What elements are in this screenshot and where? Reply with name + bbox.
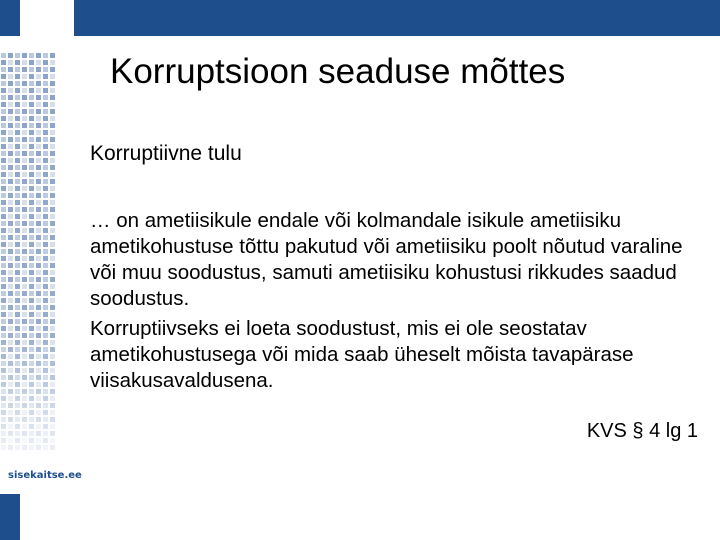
header-bar: [74, 0, 720, 36]
footer-bar: [0, 494, 20, 540]
slide-subtitle: Korruptiivne tulu: [90, 142, 242, 165]
logo: sisekaitse.ee: [8, 470, 82, 481]
slide-body: [90, 208, 710, 394]
slide-title: Korruptsioon seaduse mõttes: [110, 52, 566, 91]
legal-citation: KVS § 4 lg 1: [586, 420, 698, 442]
exception-paragraph: Korruptiivseks ei loeta soodustust, mis ei ole seostatav ametikohustusega või mida saab üheselt mõista tavapärase viisakusavaldusena.: [90, 317, 634, 392]
decorative-pattern: [0, 52, 56, 452]
header-bar-left: [0, 0, 20, 36]
definition-paragraph: … on ametiisikule endale või kolmandale isikule ametiisiku ametikohustuse tõttu pakutud või ametiisiku poolt nõutud varaline või muu soodustus, samuti ametiisiku kohustusi rikkudes saadud soodustus.: [90, 209, 683, 310]
